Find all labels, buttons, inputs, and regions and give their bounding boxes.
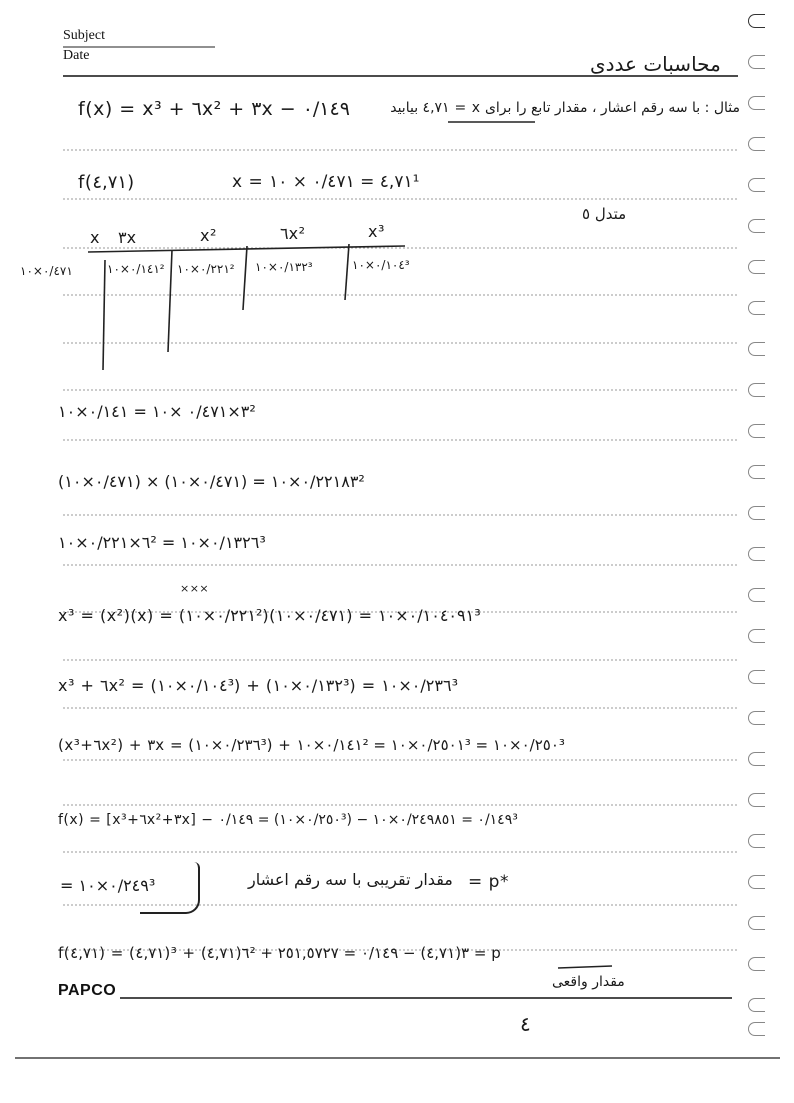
table-header-6x2: ٦x² (280, 224, 306, 243)
calc-x-squared: (٠/٤٧١×١٠) × (٠/٤٧١×١٠) = ٠/٢٢١٨٣×١٠² (58, 472, 365, 491)
spiral-ring (748, 55, 765, 69)
table-header-x: x (90, 228, 100, 247)
spiral-ring (748, 547, 765, 561)
exact-calculation: f(٤,٧١) = (٤,٧١)³ + ٦(٤,٧١)² + ٣(٤,٧١) − ٠/١٤٩ = ٢٥١,٥٧٢٧ = p (58, 944, 502, 962)
approx-result: = ٠/٢٤٩×١٠³ (60, 876, 156, 895)
spiral-ring (748, 96, 765, 110)
spiral-ring (748, 588, 765, 602)
table-value-x: ٠/٤٧١×١٠ (20, 264, 73, 278)
spiral-ring (748, 875, 765, 889)
calc-plus-3x: (x³+٦x²) + ٣x = (٠/٢٣٦×١٠³) + ٠/١٤١×١٠² = ٠/٢٥٠١×١٠³ = ٠/٢٥٠×١٠³ (58, 736, 565, 754)
date-label: Date (63, 48, 90, 63)
table-value-6x2: ٠/١٣٢×١٠³ (255, 260, 313, 274)
spiral-ring (748, 752, 765, 766)
p-star: = p* (468, 872, 509, 892)
spiral-ring (748, 629, 765, 643)
calc-6x2: ٦×٠/٢٢١×١٠² = ٠/١٣٢٦×١٠³ (58, 533, 266, 552)
function-definition: f(x) = x³ + ٦x² + ٣x − ٠/١٤٩ (78, 98, 350, 120)
spiral-ring (748, 14, 765, 28)
calc-f-approx: f(x) = [x³+٦x²+٣x] − ٠/١٤٩ = (٠/٢٥٠×١٠³) − ٠/١٤٩ = ٠/٢٤٩٨٥١×١٠³ (58, 812, 518, 828)
table-value-3x: ٠/١٤١×١٠² (107, 262, 165, 276)
spiral-ring (748, 1022, 765, 1036)
table-value-x3: ٠/١٠٤×١٠³ (352, 258, 410, 272)
exact-label: مقدار واقعی (552, 974, 625, 990)
spiral-ring (748, 793, 765, 807)
spiral-ring (748, 957, 765, 971)
table-header-3x: ٣x (118, 228, 137, 247)
brand-logo: PAPCO (58, 982, 117, 999)
subject-label: Subject (63, 28, 105, 43)
example-question: مثال : با سه رقم اعشار ، مقدار تابع را برای x = ٤,٧١ بیابید (390, 100, 740, 116)
crossed-out-digits: ××× (180, 582, 210, 595)
spiral-ring (748, 178, 765, 192)
spiral-ring (748, 383, 765, 397)
spiral-ring (748, 506, 765, 520)
spiral-ring (748, 670, 765, 684)
table-value-x2: ٠/٢٢١×١٠² (177, 262, 235, 276)
spiral-ring (748, 465, 765, 479)
spiral-ring (748, 998, 765, 1012)
calc-x3-plus-6x2: x³ + ٦x² = (٠/١٠٤×١٠³) + (٠/١٣٢×١٠³) = ٠/٢٣٦×١٠³ (58, 676, 458, 695)
spiral-ring (748, 916, 765, 930)
table-header-x3: x³ (368, 222, 385, 241)
spiral-ring (748, 137, 765, 151)
spiral-ring (748, 260, 765, 274)
calc-x-cubed: x³ = (x²)(x) = (٠/٢٢١×١٠²)(٠/٤٧١×١٠) = ٠/١٠٤٠٩١×١٠³ (58, 606, 481, 625)
spiral-ring (748, 834, 765, 848)
page-title: محاسبات عددی (590, 52, 721, 76)
spiral-ring (748, 424, 765, 438)
spiral-ring (748, 342, 765, 356)
x-normalized: x = ٤,٧١ = ٠/٤٧١ × ١٠¹ (232, 172, 420, 192)
spiral-ring (748, 219, 765, 233)
spiral-ring (748, 711, 765, 725)
spiral-ring (748, 301, 765, 315)
approx-label: مقدار تقریبی با سه رقم اعشار (248, 870, 453, 889)
calc-3x: ٣×٠/٤٧١ ×١٠ = ٠/١٤١×١٠² (58, 402, 256, 421)
method-note: متدل ٥ (582, 205, 627, 223)
f-at-value: f(٤,٧١) (78, 172, 135, 193)
bottom-mark: ٤ (520, 1012, 531, 1036)
table-header-x2: x² (200, 226, 217, 245)
